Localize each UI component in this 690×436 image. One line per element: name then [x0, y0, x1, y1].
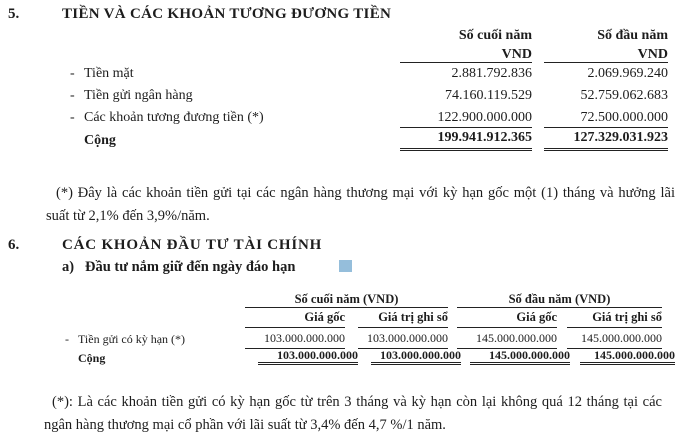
- dash-bullet: -: [65, 332, 69, 346]
- row-value-beginning: 2.069.969.240: [587, 66, 668, 81]
- row-value: 145.000.000.000: [457, 328, 557, 349]
- section5-number: 5.: [8, 6, 20, 22]
- column-header-beginning: Số đầu năm: [597, 28, 668, 43]
- column-header-ending: Số cuối năm: [458, 28, 532, 43]
- group-header-ending: Số cuối năm (VND): [245, 291, 448, 308]
- section6-title: CÁC KHOẢN ĐẦU TƯ TÀI CHÍNH: [62, 237, 323, 253]
- footnote-section6: (*): Là các khoản tiền gửi có kỳ hạn gốc từ trên 3 tháng và kỳ hạn còn lại không quá 12 tháng tại các ngân hàng thương mại cổ phần với lãi suất từ 3,4% đến 4,7 %/1 năm.: [44, 394, 662, 433]
- cash-equivalents-table: [0, 26, 690, 151]
- row-value-ending: 122.900.000.000: [437, 110, 532, 125]
- group-header-beginning: Số đầu năm (VND): [457, 291, 662, 308]
- dash-bullet: -: [70, 88, 75, 103]
- section6-number: 6.: [8, 237, 20, 253]
- total-value: 145.000.000.000: [470, 348, 570, 365]
- table-group-header-row: [0, 290, 690, 308]
- subheader-cost: Giá gốc: [457, 308, 557, 328]
- total-value-ending: 199.941.912.365: [400, 127, 532, 151]
- dash-bullet: -: [70, 110, 75, 125]
- table-total-row: [0, 349, 690, 365]
- total-value: 145.000.000.000: [580, 348, 675, 365]
- section6a-letter: a): [62, 259, 75, 275]
- table-row: [0, 107, 690, 129]
- table-row: [0, 85, 690, 107]
- row-label: Tiền mặt: [84, 66, 134, 81]
- total-value-beginning: 127.329.031.923: [544, 127, 668, 151]
- unit-label: VND: [544, 47, 668, 63]
- subheader-cost: Giá gốc: [245, 308, 345, 328]
- subheader-carrying-value: Giá trị ghi sổ: [567, 308, 662, 328]
- total-value: 103.000.000.000: [371, 348, 461, 365]
- row-label: Các khoản tương đương tiền (*): [84, 110, 264, 125]
- table-row: [0, 63, 690, 85]
- total-label: Cộng: [84, 133, 116, 148]
- table-row: [0, 328, 690, 349]
- row-value-ending: 74.160.119.529: [445, 88, 532, 103]
- section5-title: TIỀN VÀ CÁC KHOẢN TƯƠNG ĐƯƠNG TIỀN: [62, 6, 392, 22]
- total-label: Cộng: [78, 351, 106, 365]
- row-label: Tiền gửi ngân hàng: [84, 88, 193, 103]
- blue-square-marker: [339, 260, 352, 272]
- table-subheader-row: [0, 308, 690, 328]
- unit-label: VND: [400, 47, 532, 63]
- row-value-ending: 2.881.792.836: [451, 66, 532, 81]
- row-value-beginning: 72.500.000.000: [580, 110, 668, 125]
- row-value: 145.000.000.000: [567, 328, 662, 349]
- row-value: 103.000.000.000: [245, 328, 345, 349]
- row-label: Tiền gửi có kỳ hạn (*): [78, 332, 186, 346]
- table-header-row: [0, 26, 690, 46]
- investments-table: [0, 290, 690, 365]
- dash-bullet: -: [70, 66, 75, 81]
- table-total-row: [0, 129, 690, 151]
- table-unit-row: [0, 46, 690, 63]
- row-value: 103.000.000.000: [358, 328, 448, 349]
- footnote-section5: (*) Đây là các khoản tiền gửi tại các ngân hàng thương mại với kỳ hạn gốc một (1) tháng và hưởng lãi suất từ 2,1% đến 3,9%/năm.: [46, 185, 675, 224]
- total-value: 103.000.000.000: [258, 348, 358, 365]
- section6a-subtitle: Đầu tư nắm giữ đến ngày đáo hạn: [85, 259, 296, 275]
- row-value-beginning: 52.759.062.683: [580, 88, 668, 103]
- subheader-carrying-value: Giá trị ghi sổ: [358, 308, 448, 328]
